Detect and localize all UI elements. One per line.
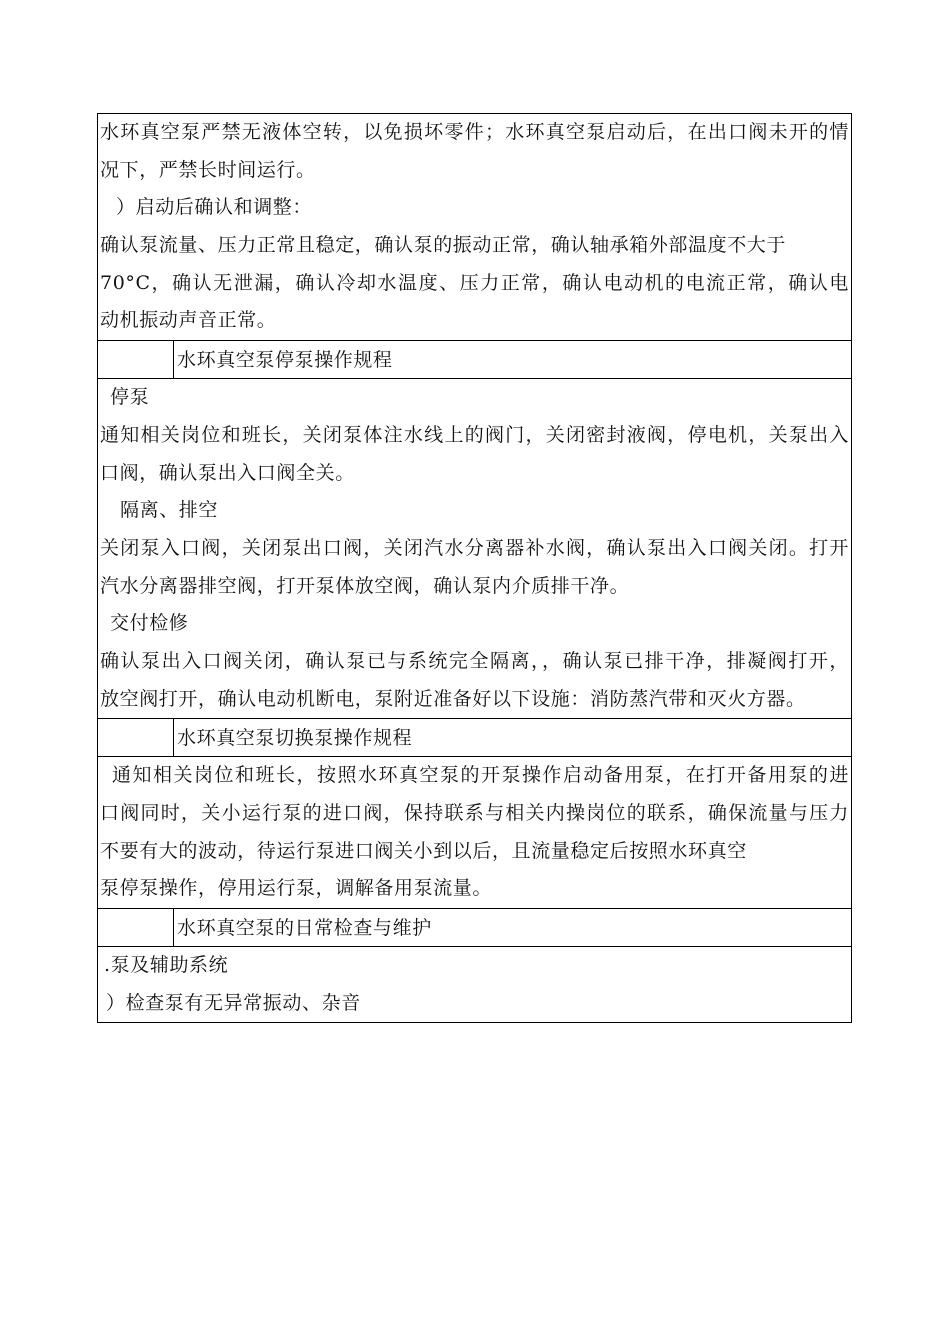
section-heading: 水环真空泵的日常检查与维护 [177,917,432,940]
text-line: 确认泵流量、压力正常且稳定，确认泵的振动正常，确认轴承箱外部温度不大于 [100,234,787,257]
text-line: 交付检修 [110,612,189,635]
text-line: ）检查泵有无异常振动、杂音 [106,991,361,1014]
text-line: 通知相关岗位和班长，按照水环真空泵的开泵操作启动备用泵，在打开备用泵的进 [112,764,849,787]
cell-divider [173,341,174,378]
text-line: ）启动后确认和调整： [116,196,313,219]
text-line: 70°C，确认无泄漏，确认冷却水温度、压力正常，确认电动机的电流正常，确认电 [100,271,849,294]
text-line: 不要有大的波动，待运行泵进口阀关小到以后，且流量稳定后按照水环真空 [100,839,747,862]
text-line: 停泵 [110,386,150,409]
text-line: 关闭泵入口阀，关闭泵出口阀，关闭汽水分离器补水阀，确认泵出入口阀关闭。打开 [100,536,849,559]
section-body [97,113,852,341]
cell-divider [173,719,174,756]
text-line: 汽水分离器排空阀，打开泵体放空阀，确认泵内介质排干净。 [100,574,630,597]
text-line: 动机振动声音正常。 [100,309,277,332]
text-line: 隔离、排空 [120,499,219,522]
text-line: 放空阀打开，确认电动机断电，泵附近准备好以下设施：消防蒸汽带和灭火方器。 [100,687,806,710]
text-line: 口阀同时，关小运行泵的进口阀，保持联系与相关内操岗位的联系，确保流量与压力 [100,802,849,824]
section-heading-row [97,909,852,947]
text-line: 泵停泵操作，停用运行泵，调解备用泵流量。 [100,877,493,900]
section-heading: 水环真空泵切换泵操作规程 [177,727,413,750]
section-heading: 水环真空泵停泵操作规程 [177,349,393,372]
text-line: 水环真空泵严禁无液体空转，以免损坏零件；水环真空泵启动后，在出口阀未开的情 [100,121,849,143]
cell-divider [173,909,174,946]
section-heading-row [97,719,852,757]
section-body [97,757,852,909]
text-line: 口阀，确认泵出入口阀全关。 [100,461,355,484]
section-body [97,947,852,1023]
section-body [97,379,852,719]
document-table [97,113,852,1023]
text-line: 况下，严禁长时间运行。 [100,158,316,181]
text-line: 通知相关岗位和班长，关闭泵体注水线上的阀门，关闭密封液阀，停电机，关泵出入 [100,423,849,446]
text-line: 确认泵出入口阀关闭，确认泵已与系统完全隔离，，确认泵已排干净，排凝阀打开， [100,649,849,672]
section-heading-row [97,341,852,379]
text-line: .泵及辅助系统 [104,954,229,977]
